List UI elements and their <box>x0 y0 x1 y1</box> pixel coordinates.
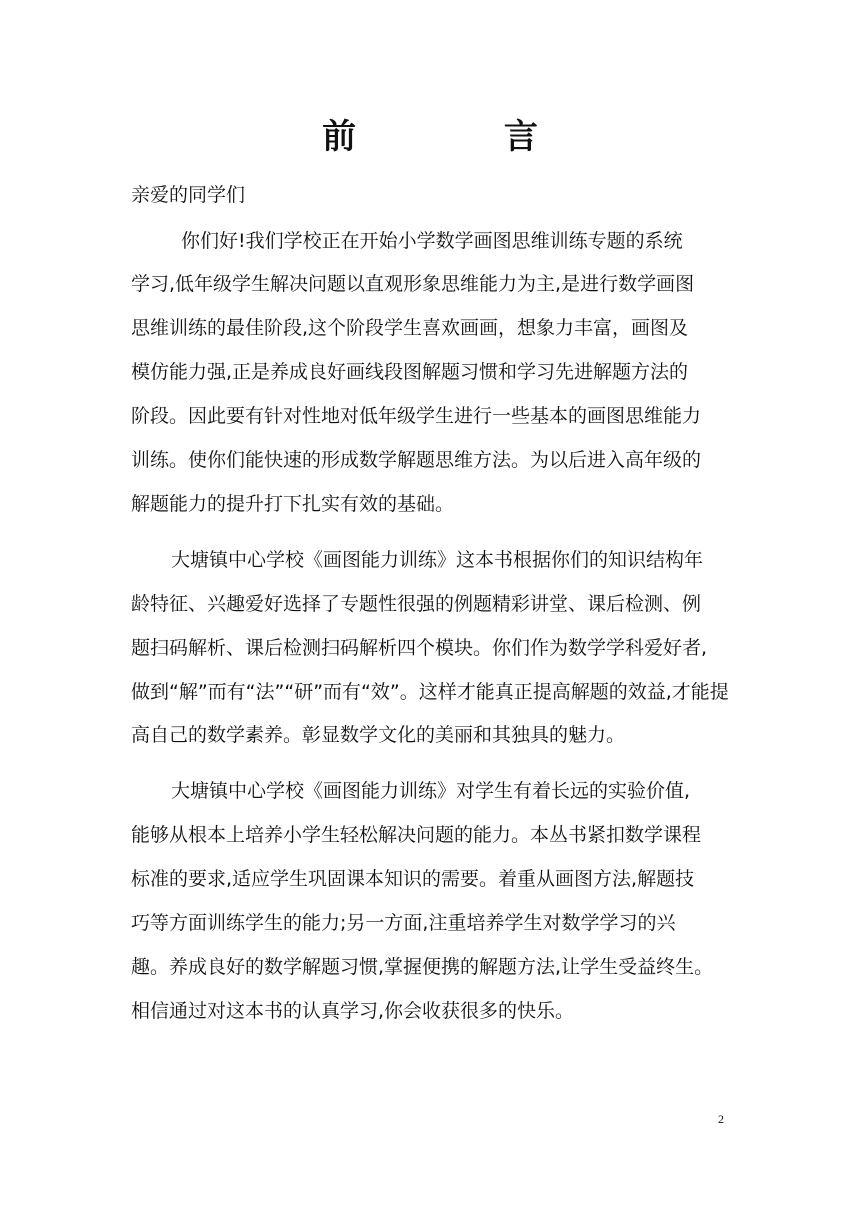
paragraph-line: 思维训练的最佳阶段,这个阶段学生喜欢画画，想象力丰富，画图及 <box>131 317 689 339</box>
paragraph-line: 模仿能力强,正是养成良好画线段图解题习惯和学习先进解题方法的 <box>131 361 689 383</box>
paragraph-line: 大塘镇中心学校《画图能力训练》对学生有着长远的实验价值, <box>171 780 691 802</box>
paragraph-line: 巧等方面训练学生的能力;另一方面,注重培养学生对数学学习的兴 <box>131 912 676 934</box>
page-title: 前 言 <box>322 117 606 157</box>
paragraph-line: 解题能力的提升打下扎实有效的基础。 <box>131 493 455 515</box>
paragraph-line: 训练。使你们能快速的形成数学解题思维方法。为以后进入高年级的 <box>131 449 702 471</box>
paragraph-line: 标准的要求,适应学生巩固课本知识的需要。着重从画图方法,解题技 <box>131 868 695 890</box>
paragraph-line: 做到“解”而有“法”“研”而有“效”。这样才能真正提高解题的效益,才能提 <box>131 681 729 703</box>
paragraph-line: 大塘镇中心学校《画图能力训练》这本书根据你们的知识结构年 <box>171 549 704 571</box>
paragraph-line: 相信通过对这本书的认真学习,你会收获很多的快乐。 <box>131 1000 575 1022</box>
paragraph-line: 趣。养成良好的数学解题习惯,掌握便携的解题方法,让学生受益终生。 <box>131 956 714 978</box>
paragraph-line: 题扫码解析、课后检测扫码解析四个模块。你们作为数学学科爱好者, <box>131 637 708 659</box>
paragraph-line: 能够从根本上培养小学生轻松解决问题的能力。本丛书紧扣数学课程 <box>131 824 702 846</box>
paragraph-line: 你们好!我们学校正在开始小学数学画图思维训练专题的系统 <box>181 230 683 252</box>
paragraph-line: 学习,低年级学生解决问题以直观形象思维能力为主,是进行数学画图 <box>131 273 695 295</box>
paragraph-line: 高自己的数学素养。彰显数学文化的美丽和其独具的魅力。 <box>131 724 626 746</box>
paragraph-line: 龄特征、兴趣爱好选择了专题性很强的例题精彩讲堂、课后检测、例 <box>131 593 702 615</box>
paragraph-line: 阶段。因此要有针对性地对低年级学生进行一些基本的画图思维能力 <box>131 405 702 427</box>
salutation: 亲爱的同学们 <box>131 184 246 206</box>
page-number: 2 <box>718 1112 724 1126</box>
